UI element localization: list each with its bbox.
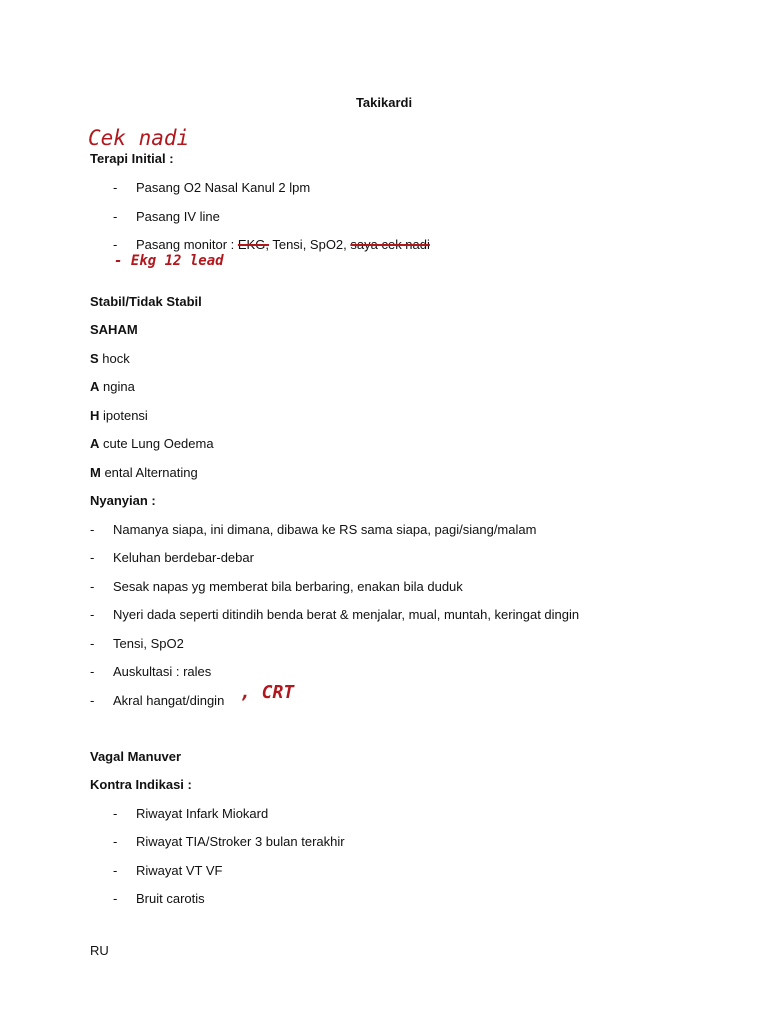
saham-word: cute Lung Oedema bbox=[99, 436, 214, 451]
footer-text: RU bbox=[90, 943, 109, 958]
monitor-ekg-struck: EKG, bbox=[237, 237, 269, 252]
handwritten-cek-nadi: Cek nadi bbox=[88, 126, 190, 150]
saham-item bbox=[90, 465, 198, 481]
saham-item bbox=[90, 408, 148, 424]
list-item-text: Sesak napas yg memberat bila berbaring, enakan bila duduk bbox=[113, 579, 463, 594]
list-item-text: Nyeri dada seperti ditindih benda berat & menjalar, mual, muntah, keringat dingin bbox=[113, 607, 580, 622]
kontra-heading: Kontra Indikasi : bbox=[90, 777, 192, 792]
list-item-text: Bruit carotis bbox=[136, 891, 205, 906]
list-dash: - bbox=[90, 607, 95, 622]
page-title: Takikardi bbox=[355, 95, 413, 110]
saham-letter: A bbox=[90, 379, 100, 394]
list-dash: - bbox=[90, 522, 95, 537]
list-dash: - bbox=[113, 863, 118, 878]
saham-word: hock bbox=[98, 351, 130, 366]
saham-word: ental Alternating bbox=[100, 465, 198, 480]
saham-heading: SAHAM bbox=[90, 322, 138, 337]
list-item-text: Namanya siapa, ini dimana, dibawa ke RS sama siapa, pagi/siang/malam bbox=[113, 522, 537, 537]
list-dash: - bbox=[113, 806, 118, 821]
list-dash: - bbox=[90, 579, 95, 594]
list-item-text: Pasang IV line bbox=[136, 209, 220, 224]
saham-item bbox=[90, 436, 214, 452]
saham-letter: A bbox=[90, 436, 100, 451]
list-dash: - bbox=[113, 180, 118, 195]
saham-word: ngina bbox=[99, 379, 135, 394]
saham-item bbox=[90, 379, 135, 395]
nyanyian-heading: Nyanyian : bbox=[90, 493, 156, 508]
list-dash: - bbox=[113, 209, 118, 224]
list-item-text: Pasang O2 Nasal Kanul 2 lpm bbox=[136, 180, 311, 195]
monitor-middle: Tensi, SpO2, bbox=[268, 237, 351, 252]
saham-item bbox=[90, 351, 130, 367]
list-item-text: Riwayat TIA/Stroker 3 bulan terakhir bbox=[136, 834, 345, 849]
saham-letter: S bbox=[90, 351, 99, 366]
list-dash: - bbox=[90, 636, 95, 651]
saham-word: ipotensi bbox=[99, 408, 148, 423]
list-item-text: Riwayat Infark Miokard bbox=[136, 806, 269, 821]
monitor-line bbox=[136, 237, 430, 253]
vagal-heading: Vagal Manuver bbox=[90, 749, 182, 764]
handwritten-crt: , CRT bbox=[240, 682, 295, 703]
list-item-text: Akral hangat/dingin bbox=[113, 693, 225, 708]
monitor-prefix: Pasang monitor : bbox=[136, 237, 238, 252]
list-item-text: Auskultasi : rales bbox=[113, 664, 212, 679]
stabil-heading: Stabil/Tidak Stabil bbox=[90, 294, 202, 309]
list-dash: - bbox=[90, 550, 95, 565]
list-item-text: Riwayat VT VF bbox=[136, 863, 223, 878]
list-dash: - bbox=[113, 891, 118, 906]
list-dash: - bbox=[90, 664, 95, 679]
terapi-initial-heading: Terapi Initial : bbox=[90, 151, 174, 166]
handwritten-ekg-12: - Ekg 12 lead bbox=[114, 253, 224, 269]
list-dash: - bbox=[113, 237, 118, 252]
monitor-struck-text: saya cek nadi bbox=[350, 237, 430, 252]
saham-letter: M bbox=[90, 465, 101, 480]
list-dash: - bbox=[90, 693, 95, 708]
list-dash: - bbox=[113, 834, 118, 849]
saham-letter: H bbox=[90, 408, 100, 423]
list-item-text: Keluhan berdebar-debar bbox=[113, 550, 254, 565]
list-item-text: Tensi, SpO2 bbox=[113, 636, 184, 651]
